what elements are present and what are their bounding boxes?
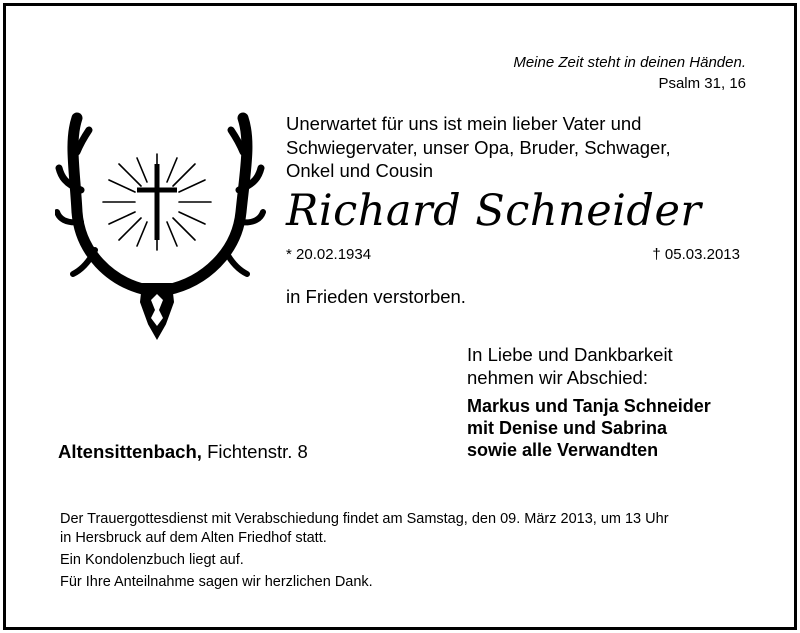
birth-date: * 20.02.1934 xyxy=(286,246,372,263)
mourner-line: sowie alle Verwandten xyxy=(467,440,659,460)
intro-text xyxy=(286,112,743,183)
closing-text: in Frieden verstorben. xyxy=(286,286,466,307)
thanks-note: Für Ihre Anteilnahme sagen wir herzlichen Dank. xyxy=(60,574,373,590)
deceased-name: Richard Schneider xyxy=(286,186,702,236)
address-street: Fichtenstr. 8 xyxy=(207,441,308,462)
intro-line: Schwiegervater, unser Opa, Bruder, Schwager, xyxy=(286,136,671,158)
address-town: Altensittenbach, xyxy=(58,441,202,462)
mourners-list xyxy=(467,395,711,461)
service-notes xyxy=(60,510,750,595)
intro-line: Unerwartet für uns ist mein lieber Vater und xyxy=(286,113,642,134)
motto-source: Psalm 31, 16 xyxy=(658,75,746,92)
farewell-line: In Liebe und Dankbarkeit xyxy=(467,344,673,365)
farewell-line: nehmen wir Abschied: xyxy=(467,367,648,388)
condolence-note: Ein Kondolenzbuch liegt auf. xyxy=(60,552,244,568)
antlers-cross-icon xyxy=(55,112,270,342)
motto-quote: Meine Zeit steht in deinen Händen. xyxy=(513,54,746,71)
service-line: Der Trauergottesdienst mit Verabschiedung findet am Samstag, den 09. März 2013, um 13 Uhr xyxy=(60,511,669,527)
death-date: † 05.03.2013 xyxy=(652,246,740,263)
address xyxy=(58,441,308,463)
service-line: in Hersbruck auf dem Alten Friedhof statt. xyxy=(60,530,327,546)
cross-shape xyxy=(137,164,177,240)
mourner-line: Markus und Tanja Schneider xyxy=(467,396,711,416)
antlers-shape xyxy=(57,118,263,290)
mourner-line: mit Denise und Sabrina xyxy=(467,418,668,438)
intro-line: Onkel und Cousin xyxy=(286,160,434,181)
service-info xyxy=(60,510,750,548)
farewell-text xyxy=(467,343,673,389)
